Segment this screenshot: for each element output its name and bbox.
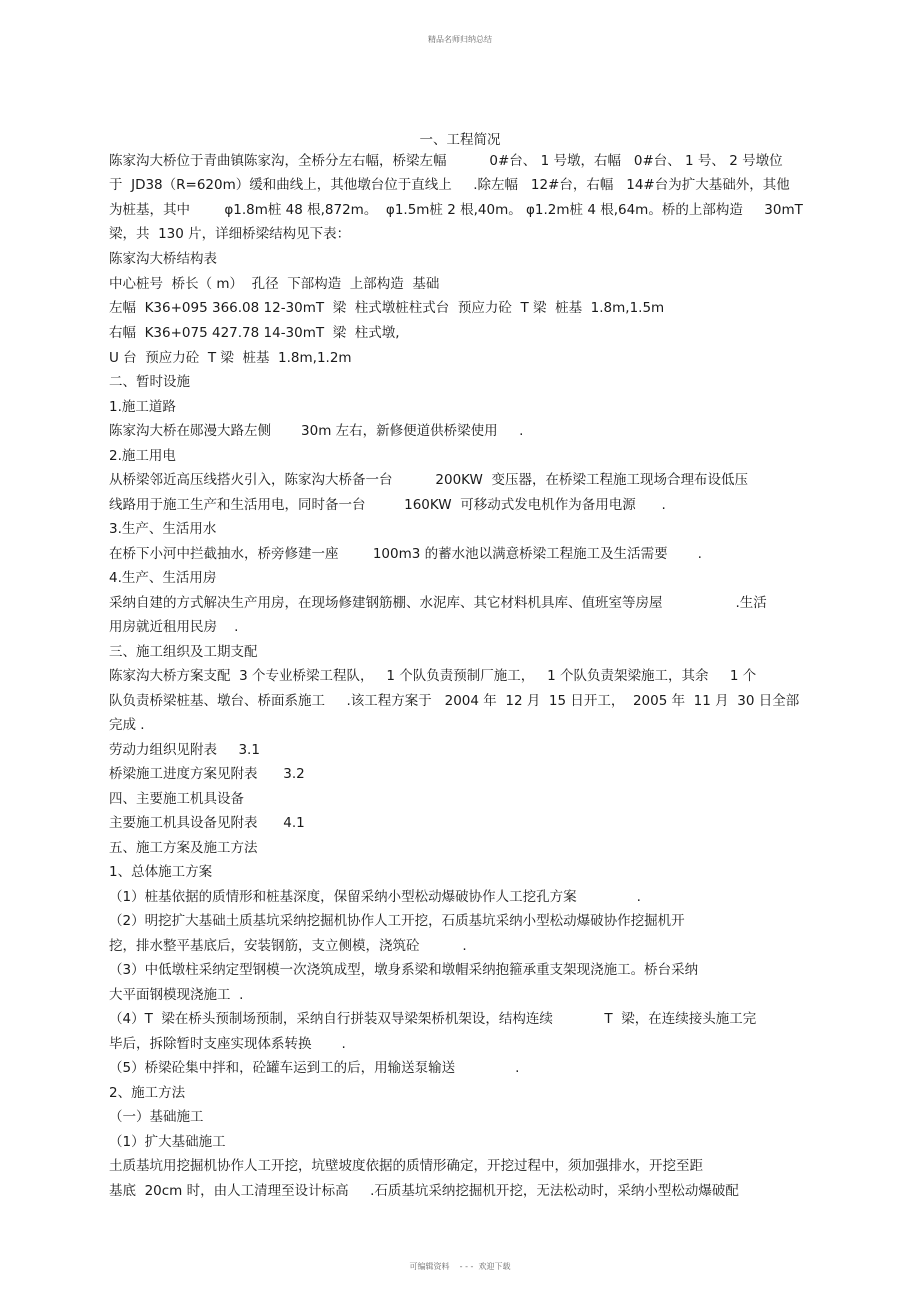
text-line: 2.施工用电 [109,448,176,464]
text-line: 陈家沟大桥在郧漫大路左侧 30m 左右，新修便道供桥梁使用 . [109,423,524,439]
text-line: 用房就近租用民房 . [109,619,239,635]
page-header: 精品名师归纳总结 [428,35,492,44]
text-line: （1）桩基依据的质情形和桩基深度，保留采纳小型松动爆破协作人工挖孔方案 . [109,889,641,905]
section-title: 一、工程简况 [419,132,501,148]
text-line: 于 JD38（R=620m）缓和曲线上，其他墩台位于直线上 .除左幅 12#台，右幅 14#台为扩大基础外，其他 [109,177,790,193]
text-line: 队负责桥梁桩基、墩台、桥面系施工 .该工程方案于 2004 年 12 月 15 日开工， 2005 年 11 月 30 日全部 [109,693,800,709]
text-line: 1.施工道路 [109,399,176,415]
text-line: 三、施工组织及工期支配 [109,644,258,660]
text-line: 陈家沟大桥位于青曲镇陈家沟，全桥分左右幅，桥梁左幅 0#台、 1 号墩，右幅 0#台、 1 号、 2 号墩位 [109,153,783,169]
text-line: （5）桥梁砼集中拌和，砼罐车运到工的后，用输送泵输送 . [109,1060,520,1076]
text-line: 陈家沟大桥方案支配 3 个专业桥梁工程队， 1 个队负责预制厂施工， 1 个队负责架梁施工，其余 1 个 [109,668,757,684]
text-line: 从桥梁邻近高压线搭火引入，陈家沟大桥备一台 200KW 变压器，在桥梁工程施工现场合理布设低压 [109,472,748,488]
text-line: （4）T 梁在桥头预制场预制，采纳自行拼装双导梁架桥机架设，结构连续 T 梁，在连续接头施工完 [109,1011,757,1027]
text-line: 3.生产、生活用水 [109,521,217,537]
text-line: 桥梁施工进度方案见附表 3.2 [109,766,305,782]
text-line: 挖，排水整平基底后，安装钢筋，支立侧模，浇筑砼 . [109,938,467,954]
text-line: 大平面钢模现浇施工 . [109,987,244,1003]
text-line: （一）基础施工 [109,1109,204,1125]
text-line: 在桥下小河中拦截抽水，桥旁修建一座 100m3 的蓄水池以满意桥梁工程施工及生活需要 . [109,546,702,562]
text-line: 采纳自建的方式解决生产用房，在现场修建钢筋棚、水泥库、其它材料机具库、值班室等房屋 .生活 [109,595,767,611]
text-line: （1）扩大基础施工 [109,1134,226,1150]
text-line: 左幅 K36+095 366.08 12-30mT 梁 柱式墩桩柱式台 预应力砼 T 梁 桩基 1.8m,1.5m [109,300,665,316]
text-line: 2、施工方法 [109,1085,186,1101]
text-line: 主要施工机具设备见附表 4.1 [109,815,305,831]
text-line: U 台 预应力砼 T 梁 桩基 1.8m,1.2m [109,350,352,366]
text-line: 1、总体施工方案 [109,864,213,880]
text-line: 基底 20cm 时，由人工清理至设计标高 .石质基坑采纳挖掘机开挖，无法松动时，采纳小型松动爆破配 [109,1183,739,1199]
text-line: 线路用于施工生产和生活用电，同时备一台 160KW 可移动式发电机作为备用电源 . [109,497,666,513]
text-line: 完成 . [109,717,145,733]
text-line: 右幅 K36+075 427.78 14-30mT 梁 柱式墩, [109,325,400,341]
text-line: （3）中低墩柱采纳定型钢模一次浇筑成型，墩身系梁和墩帽采纳抱箍承重支架现浇施工。桥台采纳 [109,962,699,978]
text-line: （2）明挖扩大基础土质基坑采纳挖掘机协作人工开挖，石质基坑采纳小型松动爆破协作挖掘机开 [109,913,685,929]
text-line: 毕后，拆除暂时支座实现体系转换 . [109,1036,346,1052]
page-footer: 可编辑资料 - - - 欢迎下载 [409,1262,511,1271]
text-line: 陈家沟大桥结构表 [109,251,217,267]
text-line: 四、主要施工机具设备 [109,791,244,807]
text-line: 中心桩号 桥长（ m） 孔径 下部构造 上部构造 基础 [109,276,440,292]
text-line: 4.生产、生活用房 [109,570,217,586]
text-line: 五、施工方案及施工方法 [109,840,258,856]
text-line: 为桩基，其中 φ1.8m桩 48 根,872m。 φ1.5m桩 2 根,40m。 φ1.2m桩 4 根,64m。桥的上部构造 30mT [109,202,803,218]
text-line: 二、暂时设施 [109,374,190,390]
text-line: 梁，共 130 片，详细桥梁结构见下表： [109,226,351,242]
text-line: 土质基坑用挖掘机协作人工开挖，坑壁坡度依据的质情形确定，开挖过程中，须加强排水，开挖至距 [109,1158,703,1174]
text-line: 劳动力组织见附表 3.1 [109,742,260,758]
